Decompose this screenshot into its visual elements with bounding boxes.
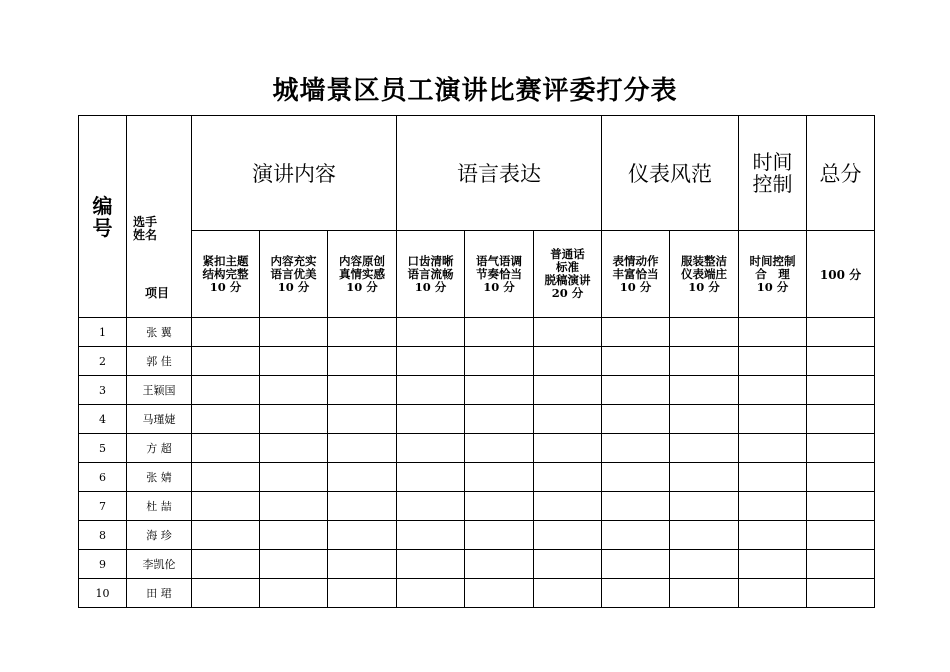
- score-table: [78, 115, 875, 608]
- table-row: [79, 579, 875, 608]
- score-cell[interactable]: [397, 550, 465, 579]
- row-number: 4: [79, 405, 127, 434]
- score-cell[interactable]: [602, 318, 670, 347]
- score-cell[interactable]: [192, 405, 260, 434]
- score-cell[interactable]: [807, 347, 875, 376]
- criterion-header: 语气语调 节奏恰当 10 分: [465, 231, 534, 318]
- score-cell[interactable]: [807, 434, 875, 463]
- score-cell[interactable]: [534, 376, 602, 405]
- score-cell[interactable]: [328, 318, 397, 347]
- score-cell[interactable]: [260, 434, 328, 463]
- criterion-header: 紧扣主题 结构完整 10 分: [192, 231, 260, 318]
- score-cell[interactable]: [465, 579, 534, 608]
- table-row: [79, 521, 875, 550]
- score-cell[interactable]: [739, 521, 807, 550]
- score-cell[interactable]: [807, 463, 875, 492]
- score-cell[interactable]: [807, 405, 875, 434]
- score-cell[interactable]: [397, 405, 465, 434]
- corner-header: [127, 116, 192, 318]
- score-cell[interactable]: [192, 434, 260, 463]
- criterion-header: 表情动作 丰富恰当 10 分: [602, 231, 670, 318]
- score-cell[interactable]: [534, 579, 602, 608]
- score-cell[interactable]: [534, 492, 602, 521]
- table-row: [79, 550, 875, 579]
- score-cell[interactable]: [739, 405, 807, 434]
- score-cell[interactable]: [739, 492, 807, 521]
- score-cell[interactable]: [260, 550, 328, 579]
- score-cell[interactable]: [534, 405, 602, 434]
- group-time-control: 时间 控制: [739, 116, 807, 231]
- score-cell[interactable]: [602, 434, 670, 463]
- score-cell[interactable]: [465, 434, 534, 463]
- score-cell[interactable]: [192, 318, 260, 347]
- score-cell[interactable]: [328, 376, 397, 405]
- group-appearance: 仪表风范: [602, 116, 739, 231]
- score-cell[interactable]: [807, 376, 875, 405]
- table-row: [79, 318, 875, 347]
- score-cell[interactable]: [260, 579, 328, 608]
- criterion-header: 普通话 标准 脱稿演讲 20 分: [534, 231, 602, 318]
- score-cell[interactable]: [534, 550, 602, 579]
- player-name: 杜 喆: [127, 492, 192, 521]
- score-cell[interactable]: [670, 550, 739, 579]
- score-cell[interactable]: [670, 521, 739, 550]
- row-number: 2: [79, 347, 127, 376]
- score-cell[interactable]: [670, 463, 739, 492]
- score-cell[interactable]: [192, 347, 260, 376]
- criterion-header: 服装整洁 仪表端庄 10 分: [670, 231, 739, 318]
- score-cell[interactable]: [465, 463, 534, 492]
- score-cell[interactable]: [739, 579, 807, 608]
- row-number: 1: [79, 318, 127, 347]
- table-row: [79, 405, 875, 434]
- score-cell[interactable]: [260, 376, 328, 405]
- score-cell[interactable]: [328, 521, 397, 550]
- score-cell[interactable]: [807, 579, 875, 608]
- score-cell[interactable]: [465, 318, 534, 347]
- score-cell[interactable]: [739, 550, 807, 579]
- criterion-header: 口齿清晰 语言流畅 10 分: [397, 231, 465, 318]
- score-cell[interactable]: [260, 347, 328, 376]
- criterion-header: 内容原创 真情实感 10 分: [328, 231, 397, 318]
- score-cell[interactable]: [670, 405, 739, 434]
- criterion-header: 时间控制 合 理 10 分: [739, 231, 807, 318]
- score-cell[interactable]: [465, 550, 534, 579]
- score-cell[interactable]: [328, 463, 397, 492]
- score-cell[interactable]: [260, 492, 328, 521]
- row-number: 8: [79, 521, 127, 550]
- group-total: 总分: [807, 116, 875, 231]
- score-cell[interactable]: [602, 521, 670, 550]
- score-cell[interactable]: [328, 405, 397, 434]
- score-cell[interactable]: [807, 492, 875, 521]
- score-cell[interactable]: [192, 550, 260, 579]
- row-number: 6: [79, 463, 127, 492]
- score-cell[interactable]: [670, 579, 739, 608]
- score-cell[interactable]: [192, 521, 260, 550]
- player-name: 海 珍: [127, 521, 192, 550]
- score-cell[interactable]: [397, 347, 465, 376]
- score-cell[interactable]: [260, 521, 328, 550]
- score-cell[interactable]: [260, 405, 328, 434]
- score-cell[interactable]: [328, 347, 397, 376]
- row-number: 9: [79, 550, 127, 579]
- score-cell[interactable]: [739, 434, 807, 463]
- player-name: 马瑾婕: [127, 405, 192, 434]
- score-cell[interactable]: [465, 405, 534, 434]
- score-cell[interactable]: [397, 579, 465, 608]
- player-name: 王颖国: [127, 376, 192, 405]
- score-cell[interactable]: [192, 376, 260, 405]
- score-cell[interactable]: [534, 434, 602, 463]
- score-cell[interactable]: [465, 347, 534, 376]
- score-cell[interactable]: [670, 376, 739, 405]
- table-row: [79, 347, 875, 376]
- score-cell[interactable]: [397, 376, 465, 405]
- player-name: 田 珺: [127, 579, 192, 608]
- score-cell[interactable]: [465, 521, 534, 550]
- score-cell[interactable]: [192, 579, 260, 608]
- score-cell[interactable]: [534, 347, 602, 376]
- score-cell[interactable]: [807, 550, 875, 579]
- score-cell[interactable]: [807, 318, 875, 347]
- score-cell[interactable]: [534, 318, 602, 347]
- score-cell[interactable]: [602, 463, 670, 492]
- score-cell[interactable]: [534, 521, 602, 550]
- row-number: 5: [79, 434, 127, 463]
- score-cell[interactable]: [260, 318, 328, 347]
- score-cell[interactable]: [670, 492, 739, 521]
- score-cell[interactable]: [602, 376, 670, 405]
- score-cell[interactable]: [328, 492, 397, 521]
- player-name-label: 选手 姓名: [133, 215, 158, 242]
- score-cell[interactable]: [192, 492, 260, 521]
- score-cell[interactable]: [602, 405, 670, 434]
- score-cell[interactable]: [328, 579, 397, 608]
- score-cell[interactable]: [328, 434, 397, 463]
- table-row: [79, 463, 875, 492]
- player-name: 张 婧: [127, 463, 192, 492]
- group-speech-content: 演讲内容: [192, 116, 397, 231]
- score-cell[interactable]: [602, 347, 670, 376]
- row-number: 7: [79, 492, 127, 521]
- score-cell[interactable]: [192, 463, 260, 492]
- score-cell[interactable]: [465, 492, 534, 521]
- row-number: 3: [79, 376, 127, 405]
- score-cell[interactable]: [670, 347, 739, 376]
- table-row: [79, 376, 875, 405]
- score-cell[interactable]: [670, 318, 739, 347]
- score-cell[interactable]: [397, 318, 465, 347]
- score-cell[interactable]: [602, 550, 670, 579]
- number-column-header: 编 号: [79, 116, 127, 318]
- score-cell[interactable]: [670, 434, 739, 463]
- player-name: 方 超: [127, 434, 192, 463]
- score-cell[interactable]: [397, 521, 465, 550]
- score-cell[interactable]: [328, 550, 397, 579]
- row-number: 10: [79, 579, 127, 608]
- score-cell[interactable]: [534, 463, 602, 492]
- score-cell[interactable]: [465, 376, 534, 405]
- total-score-criterion: 100 分: [807, 231, 875, 318]
- score-cell[interactable]: [397, 492, 465, 521]
- score-cell[interactable]: [260, 463, 328, 492]
- score-cell[interactable]: [397, 434, 465, 463]
- criterion-header: 内容充实 语言优美 10 分: [260, 231, 328, 318]
- score-cell[interactable]: [602, 579, 670, 608]
- score-cell[interactable]: [397, 463, 465, 492]
- score-cell[interactable]: [739, 318, 807, 347]
- score-cell[interactable]: [739, 376, 807, 405]
- page-title: 城墙景区员工演讲比赛评委打分表: [272, 76, 678, 106]
- table-row: [79, 434, 875, 463]
- player-name: 李凯伦: [127, 550, 192, 579]
- player-name: 张 翼: [127, 318, 192, 347]
- player-name: 郭 佳: [127, 347, 192, 376]
- score-cell[interactable]: [739, 347, 807, 376]
- score-cell[interactable]: [807, 521, 875, 550]
- table-row: [79, 492, 875, 521]
- group-language-expression: 语言表达: [397, 116, 602, 231]
- item-label: 项目: [145, 286, 170, 300]
- score-cell[interactable]: [739, 463, 807, 492]
- score-cell[interactable]: [602, 492, 670, 521]
